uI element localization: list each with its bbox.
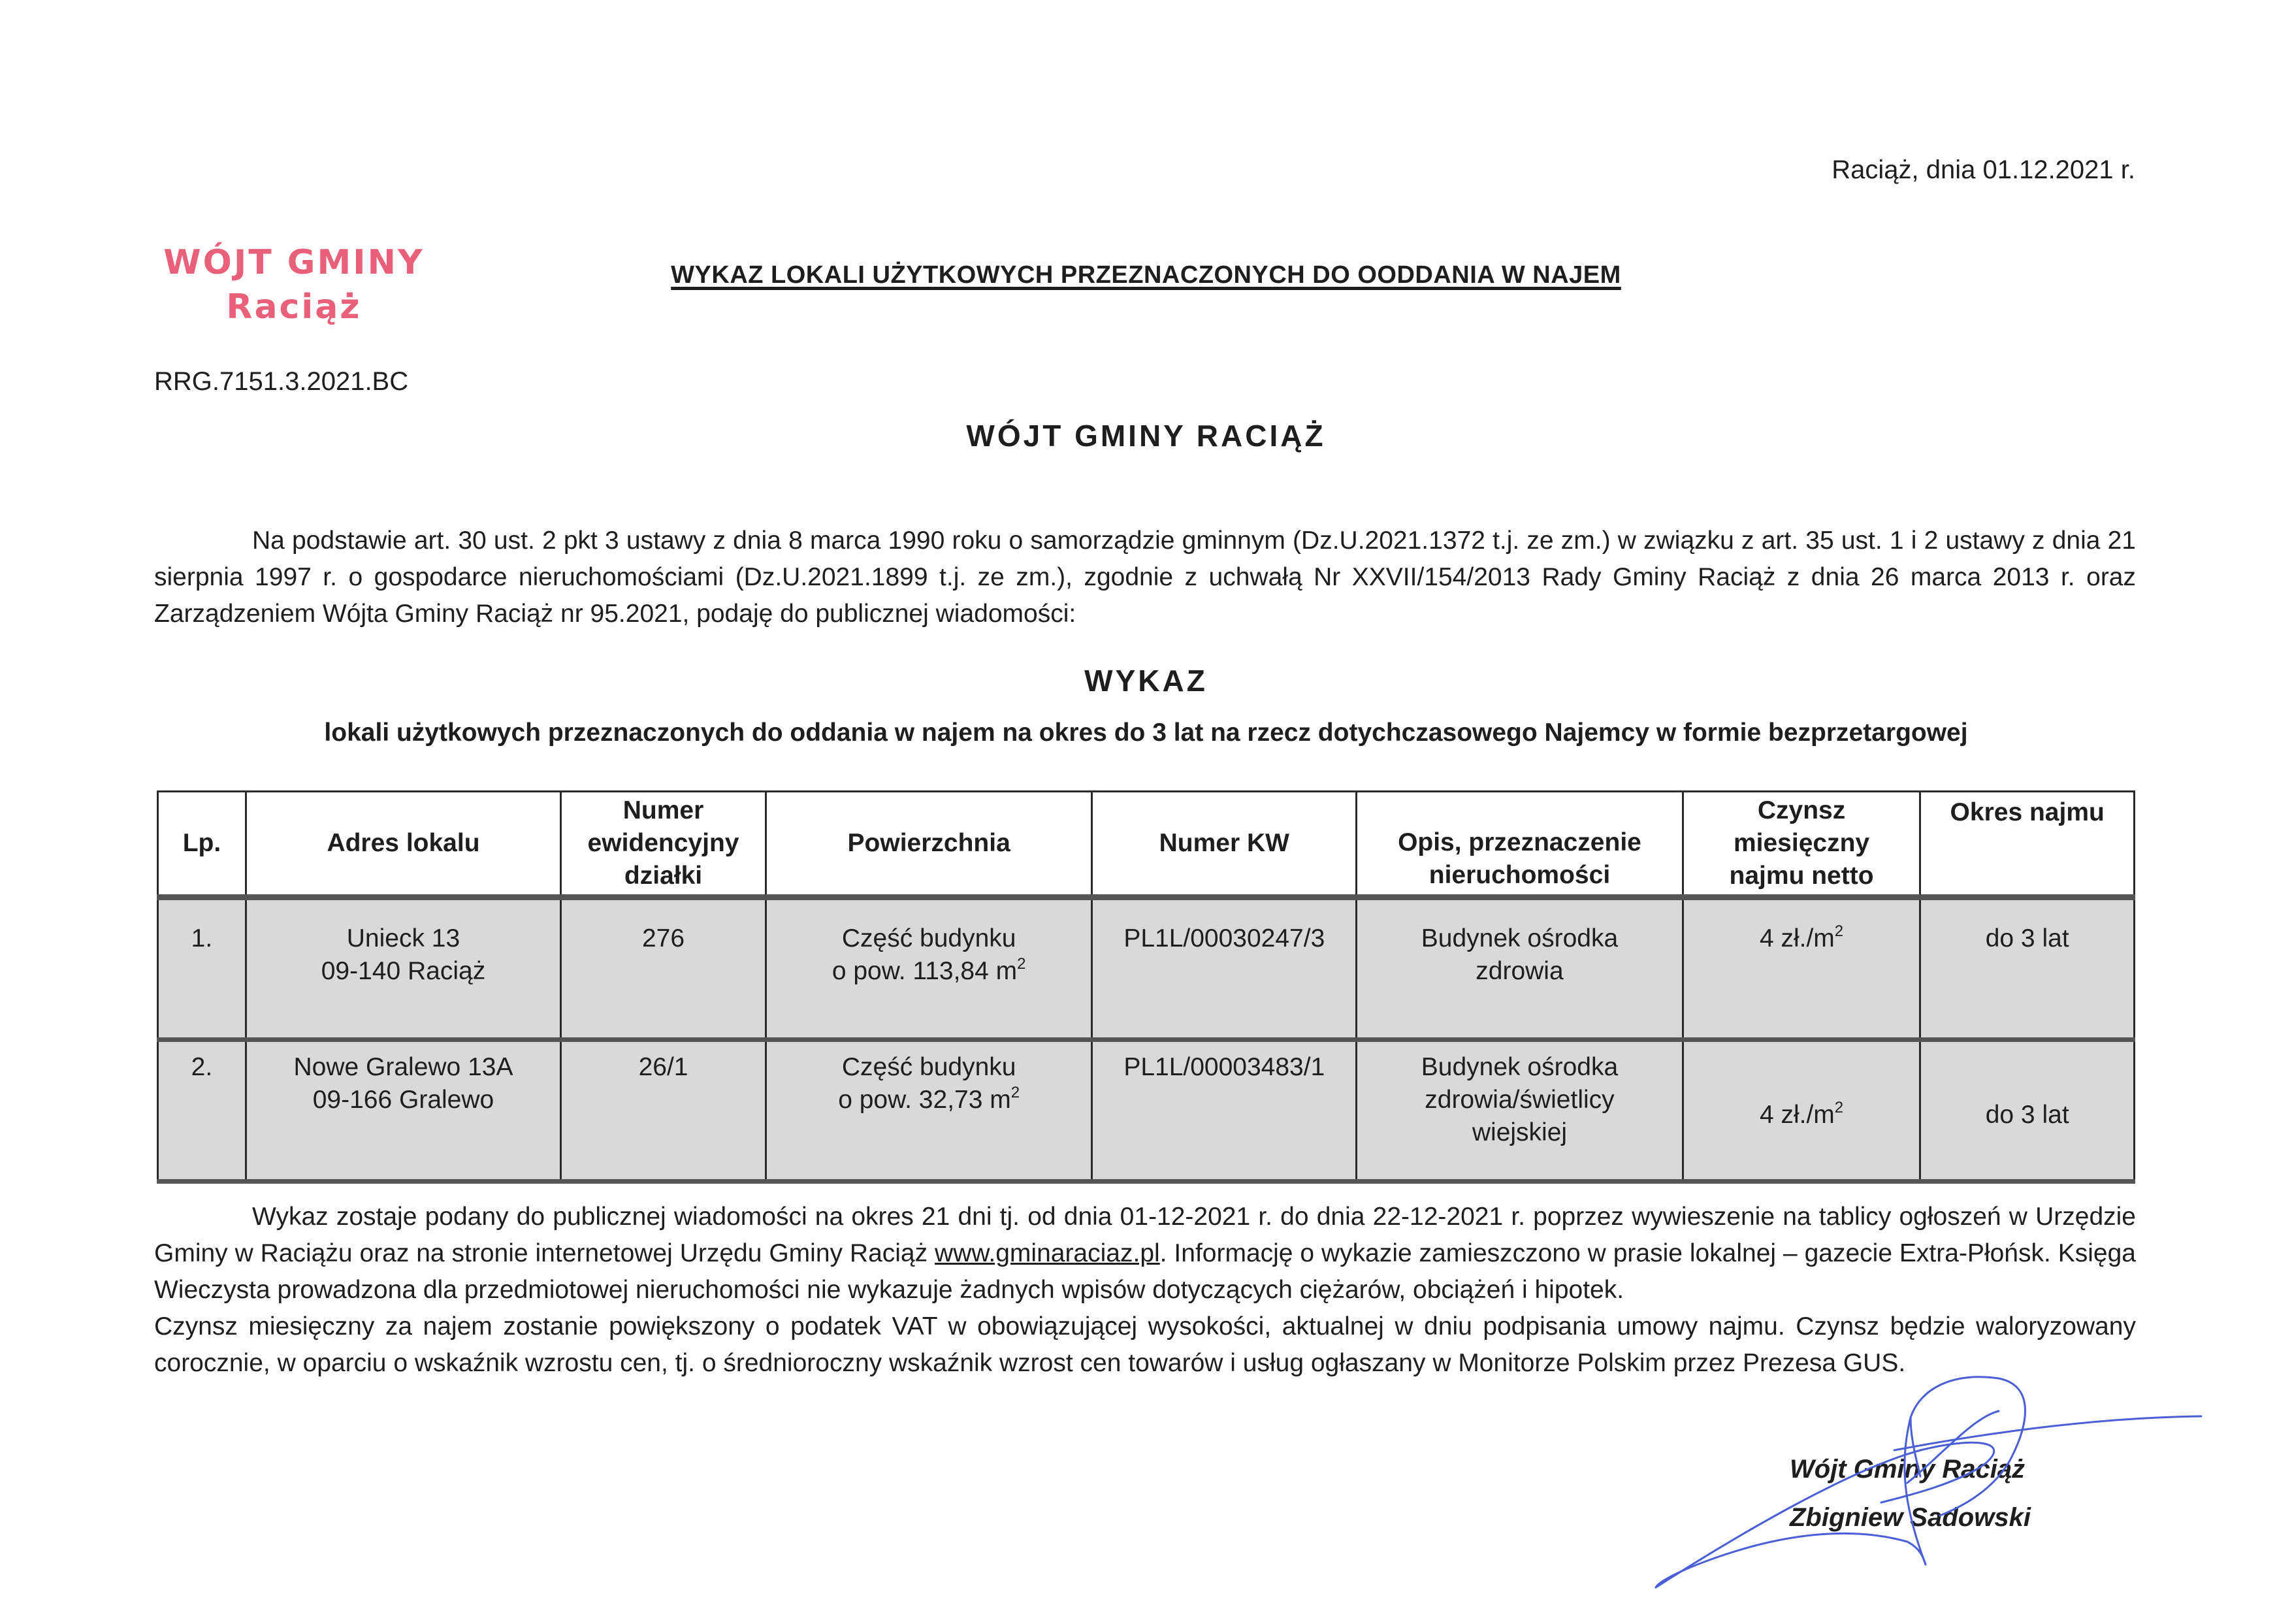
header-kw-number: Numer KW [1092,792,1357,898]
cell-address: Unieck 13 09-140 Raciąż [246,898,560,1040]
cell-description: Budynek ośrodka zdrowia [1357,898,1683,1040]
cell-area: Część budynku o pow. 113,84 $m^2$ [766,898,1091,1040]
document-heading-text: WYKAZ LOKALI UŻYTKOWYCH PRZEZNACZONYCH DO OODDANIA W NAJEM [671,261,1621,289]
intro-text: Na podstawie art. 30 ust. 2 pkt 3 ustawy z dnia 8 marca 1990 roku o samorządzie gminnym (Dz.U.2021.1372 t.j. ze zm.) w związku z art. 35 ust. 1 i 2 ustawy z dnia 21 sierpnia 1997 r. o gospodarce nieruchomościami (Dz.U.2021.1899 t.j. ze zm.), zgodnie z uchwałą Nr XXVII/154/2013 Rady Gminy Raciąż z dnia 26 marca 2013 r. oraz Zarządzeniem Wójta Gminy Raciąż nr 95.2021, podaję do publicznej wiadomości: [154,527,2136,628]
cell-lp: 2. [158,1040,246,1182]
cell-description: Budynek ośrodka zdrowia/świetlicy wiejskiej [1357,1040,1683,1182]
header-parcel-number: Numer ewidencyjny działki [561,792,766,898]
cell-lp: 1. [158,898,246,1040]
premises-table [157,790,2135,1184]
cell-parcel: 276 [561,898,766,1040]
place-and-date: Raciąż, dnia 01.12.2021 r. [1832,155,2135,184]
list-subtitle: lokali użytkowych przeznaczonych do oddania w najem na okres do 3 lat na rzecz dotychczasowego Najemcy w formie bezprzetargowej [324,719,1968,747]
header-monthly-rent: Czynsz miesięczny najmu netto [1683,792,1920,898]
table-header-row [158,792,2135,898]
cell-rent: 4 $zł./m^2$ [1683,1040,1920,1182]
rent-terms-paragraph: Czynsz miesięczny za najem zostanie powiększony o podatek VAT w obowiązującej wysokości, aktualnej w dniu podpisania umowy najmu. Czynsz będzie waloryzowany corocznie, w oparciu o wskaźnik wzrostu cen, tj. o średnioroczny wskaźnik wzrost cen towarów i usług ogłaszany w Monitorze Polskim przez Prezesa GUS. [154,1312,2136,1377]
signatory-name: Zbigniew Sadowski [1790,1503,2031,1532]
municipality-website-link[interactable]: www.gminaraciaz.pl [935,1239,1160,1267]
header-lease-period: Okres najmu [1920,792,2135,898]
cell-rent: 4 $zł./m^2$ [1683,898,1920,1040]
signature-block [1790,1445,2031,1542]
table-row [158,1040,2135,1182]
stamp-line-2: Raciąż [226,287,362,327]
closing-paragraphs [154,1199,2136,1382]
table-row [158,898,2135,1040]
header-lp: Lp. [158,792,246,898]
list-title: WYKAZ [1084,664,1208,698]
cell-area: Część budynku o pow. 32,73 $m^2$ [766,1040,1091,1182]
issuing-authority: WÓJT GMINY RACIĄŻ [966,419,1326,453]
stamp-line-1: WÓJT GMINY [163,243,425,282]
cell-period: do 3 lat [1920,898,2135,1040]
cell-period: do 3 lat [1920,1040,2135,1182]
header-area: Powierzchnia [766,792,1091,898]
document-heading [0,261,2292,289]
header-description: Opis, przeznaczenie nieruchomości [1357,792,1683,898]
signatory-title: Wójt Gminy Raciąż [1790,1455,2026,1484]
header-address: Adres lokalu [246,792,560,898]
intro-paragraph [154,523,2136,632]
cell-kw: PL1L/00003483/1 [1092,1040,1357,1182]
reference-number: RRG.7151.3.2021.BC [154,367,409,396]
cell-parcel: 26/1 [561,1040,766,1182]
cell-kw: PL1L/00030247/3 [1092,898,1357,1040]
publication-paragraph: Wykaz zostaje podany do publicznej wiadomości na okres 21 dni tj. od dnia 01-12-2021 r. do dnia 22-12-2021 r. poprzez wywieszenie na tablicy ogłoszeń w Urzędzie Gminy w Raciążu oraz na stronie internetowej Urzędu Gminy Raciąż www.gminaraciaz.pl. Informację o wykazie zamieszczono w prasie lokalnej – gazecie Extra-Płońsk. Księga Wieczysta prowadzona dla przedmiotowej nieruchomości nie wykazuje żadnych wpisów dotyczących ciężarów, obciążeń i hipotek. [154,1203,2136,1304]
cell-address: Nowe Gralewo 13A 09-166 Gralewo [246,1040,560,1182]
